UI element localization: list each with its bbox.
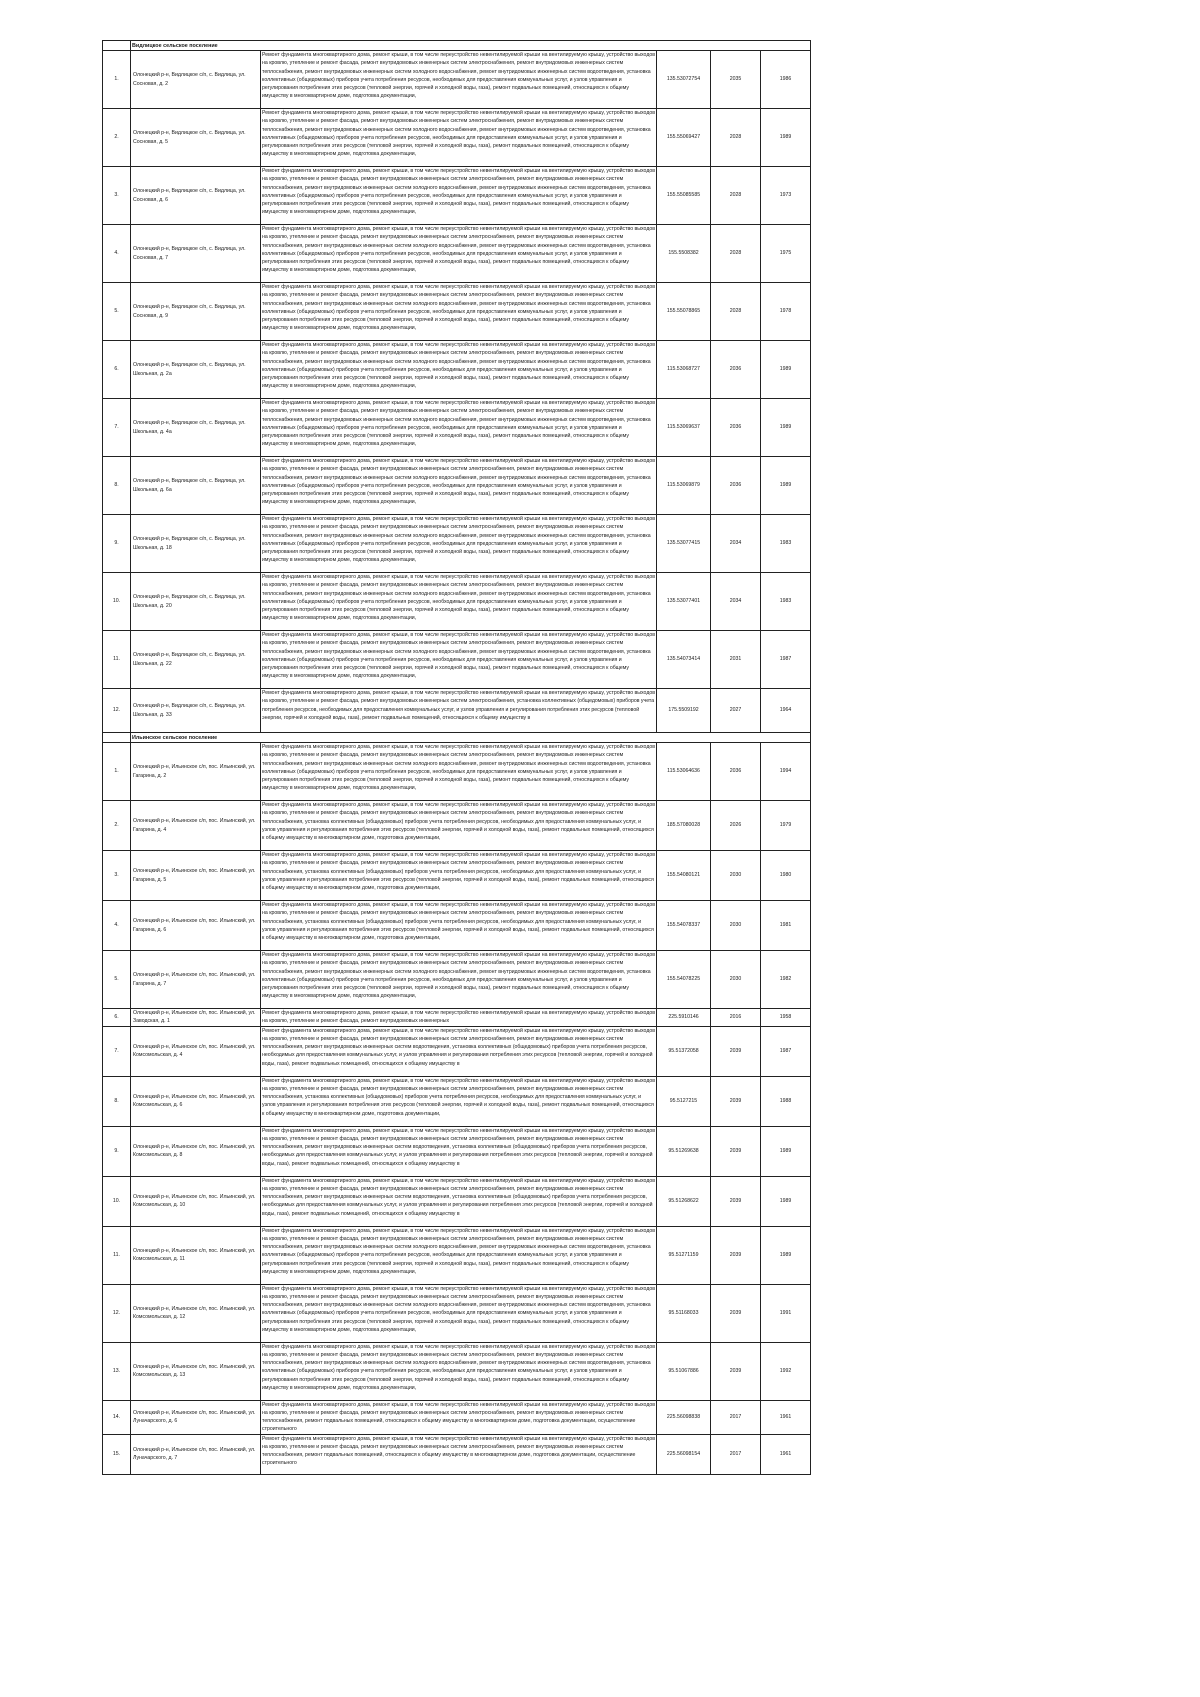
row-works xyxy=(261,743,657,801)
row-number: 7. xyxy=(103,399,131,457)
row-number: 2. xyxy=(103,801,131,851)
row-address: Олонецкий р-н, Видлицкое с/п, с. Видлица, ул. Сосновая, д. 9 xyxy=(131,283,261,341)
row-built-year: 1989 xyxy=(761,1226,811,1284)
row-cost: 155.55078865 xyxy=(657,283,711,341)
row-cost: 155.5508382 xyxy=(657,225,711,283)
row-works xyxy=(261,689,657,733)
row-address: Олонецкий р-н, Ильинское с/п, пос. Ильинский, ул. Комсомольская, д. 13 xyxy=(131,1342,261,1400)
row-works xyxy=(261,951,657,1009)
row-built-year: 1989 xyxy=(761,341,811,399)
table-row xyxy=(103,1126,811,1176)
row-works-text: Ремонт фундамента многоквартирного дома, ремонт крыши, в том числе переустройство невентилируемой крыши на вентилируемую крышу, устройство выходов на кровлю, утепление и ремонт фасада, ремонт внутридомовых инженерных систем электроснабжения, ремонт внутридомовых инженерных систем теплоснабжения, ремонт внутридомовых инженерных систем холодного водоснабжения, ремонт внутридомовых инженерных систем водоотведения, установка коллективных (общедомовых) приборов учета потребления ресурсов, необходимых для предоставления коммунальных услуг, и узлов управления и регулирования потребления этих ресурсов (тепловой энергии, горячей и холодной воды, газа), ремонт подвальных помещений, относящихся к общему имуществу в многоквартирном доме, подготовка документации, xyxy=(262,632,655,680)
row-built-year: 1989 xyxy=(761,399,811,457)
row-works xyxy=(261,457,657,515)
row-works-text: Ремонт фундамента многоквартирного дома, ремонт крыши, в том числе переустройство невентилируемой крыши на вентилируемую крышу, устройство выходов на кровлю, утепление и ремонт фасада, ремонт внутридомовых инженерных систем электроснабжения, ремонт внутридомовых инженерных систем теплоснабжения, ремонт внутридомовых инженерных систем холодного водоснабжения, ремонт внутридомовых инженерных систем водоотведения, установка коллективных (общедомовых) приборов учета потребления ресурсов, необходимых для предоставления коммунальных услуг, и узлов управления и регулирования потребления этих ресурсов (тепловой энергии, горячей и холодной воды, газа), ремонт подвальных помещений, относящихся к общему имуществу в многоквартирном доме, подготовка документации, xyxy=(262,168,655,216)
row-number: 5. xyxy=(103,283,131,341)
row-built-year: 1994 xyxy=(761,743,811,801)
row-cost: 155.54078337 xyxy=(657,901,711,951)
row-works xyxy=(261,1400,657,1434)
table-row xyxy=(103,1284,811,1342)
row-built-year: 1989 xyxy=(761,457,811,515)
table-row xyxy=(103,951,811,1009)
row-address: Олонецкий р-н, Ильинское с/п, пос. Ильинский, ул. Гагарина, д. 5 xyxy=(131,851,261,901)
row-address: Олонецкий р-н, Ильинское с/п, пос. Ильинский, ул. Комсомольская, д. 8 xyxy=(131,1126,261,1176)
row-cost: 185.57080028 xyxy=(657,801,711,851)
row-year: 2030 xyxy=(711,951,761,1009)
table-row xyxy=(103,515,811,573)
row-works-text: Ремонт фундамента многоквартирного дома, ремонт крыши, в том числе переустройство невентилируемой крыши на вентилируемую крышу, устройство выходов на кровлю, утепление и ремонт фасада, ремонт внутридомовых инженерных систем электроснабжения, ремонт внутридомовых инженерных систем теплоснабжения, ремонт подвальных помещений, относящихся к общему имуществу в многоквартирном доме, подготовка документации, осуществление строительного xyxy=(262,1401,655,1433)
row-built-year: 1964 xyxy=(761,689,811,733)
row-built-year: 1973 xyxy=(761,167,811,225)
row-cost: 225.56098154 xyxy=(657,1434,711,1474)
row-number: 9. xyxy=(103,515,131,573)
row-year: 2036 xyxy=(711,457,761,515)
row-number: 6. xyxy=(103,341,131,399)
section-title: Ильинское сельское поселение xyxy=(131,733,811,743)
row-number: 12. xyxy=(103,689,131,733)
row-works-text: Ремонт фундамента многоквартирного дома, ремонт крыши, в том числе переустройство невентилируемой крыши на вентилируемую крышу, устройство выходов на кровлю, утепление и ремонт фасада, ремонт внутридомовых инженерных систем электроснабжения, ремонт внутридомовых инженерных систем теплоснабжения, ремонт внутридомовых инженерных систем холодного водоснабжения, ремонт внутридомовых инженерных систем водоотведения, установка коллективных (общедомовых) приборов учета потребления ресурсов, необходимых для предоставления коммунальных услуг, и узлов управления и регулирования потребления этих ресурсов (тепловой энергии, горячей и холодной воды, газа), ремонт подвальных помещений, относящихся к общему имуществу в многоквартирном доме, подготовка документации, xyxy=(262,574,655,622)
table-row xyxy=(103,167,811,225)
row-number: 1. xyxy=(103,51,131,109)
row-cost: 135.54073414 xyxy=(657,631,711,689)
row-works-text: Ремонт фундамента многоквартирного дома, ремонт крыши, в том числе переустройство невентилируемой крыши на вентилируемую крышу, устройство выходов на кровлю, утепление и ремонт фасада, ремонт внутридомовых инженерных систем электроснабжения, ремонт внутридомовых инженерных систем теплоснабжения, ремонт внутридомовых инженерных систем холодного водоснабжения, ремонт внутридомовых инженерных систем водоотведения, установка коллективных (общедомовых) приборов учета потребления ресурсов, необходимых для предоставления коммунальных услуг, и узлов управления и регулирования потребления этих ресурсов (тепловой энергии, горячей и холодной воды, газа), ремонт подвальных помещений, относящихся к общему имуществу в многоквартирном доме, подготовка документации, xyxy=(262,284,655,332)
row-address: Олонецкий р-н, Видлицкое с/п, с. Видлица, ул. Школьная, д. 18 xyxy=(131,515,261,573)
row-number: 1. xyxy=(103,743,131,801)
row-number: 8. xyxy=(103,457,131,515)
row-year: 2030 xyxy=(711,901,761,951)
table-row xyxy=(103,573,811,631)
row-built-year: 1989 xyxy=(761,109,811,167)
section-header-row xyxy=(103,733,811,743)
row-number: 10. xyxy=(103,1176,131,1226)
row-address: Олонецкий р-н, Видлицкое с/п, с. Видлица, ул. Школьная, д. 22 xyxy=(131,631,261,689)
row-works-text: Ремонт фундамента многоквартирного дома, ремонт крыши, в том числе переустройство невентилируемой крыши на вентилируемую крышу, устройство выходов на кровлю, утепление и ремонт фасада, ремонт внутридомовых инженерных систем электроснабжения, ремонт внутридомовых инженерных систем теплоснабжения, ремонт внутридомовых инженерных систем холодного водоснабжения, ремонт внутридомовых инженерных систем водоотведения, установка коллективных (общедомовых) приборов учета потребления ресурсов, необходимых для предоставления коммунальных услуг, и узлов управления и регулирования потребления этих ресурсов (тепловой энергии, горячей и холодной воды, газа), ремонт подвальных помещений, относящихся к общему имуществу в многоквартирном доме, подготовка документации, xyxy=(262,458,655,506)
row-address: Олонецкий р-н, Видлицкое с/п, с. Видлица, ул. Школьная, д. 6а xyxy=(131,457,261,515)
table-row xyxy=(103,457,811,515)
row-number: 15. xyxy=(103,1434,131,1474)
row-number: 13. xyxy=(103,1342,131,1400)
row-built-year: 1987 xyxy=(761,1026,811,1076)
row-works xyxy=(261,283,657,341)
row-year: 2039 xyxy=(711,1284,761,1342)
section-title: Видлицкое сельское поселение xyxy=(131,41,811,51)
row-works-text: Ремонт фундамента многоквартирного дома, ремонт крыши, в том числе переустройство невентилируемой крыши на вентилируемую крышу, устройство выходов на кровлю, утепление и ремонт фасада, ремонт внутридомовых инженерных систем электроснабжения, ремонт внутридомовых инженерных систем теплоснабжения, ремонт подвальных помещений, относящихся к общему имуществу в многоквартирном доме, подготовка документации, осуществление строительного xyxy=(262,1435,655,1467)
row-year: 2039 xyxy=(711,1076,761,1126)
row-address: Олонецкий р-н, Ильинское с/п, пос. Ильинский, ул. Гагарина, д. 6 xyxy=(131,901,261,951)
table-row xyxy=(103,1076,811,1126)
row-number: 3. xyxy=(103,167,131,225)
row-year: 2028 xyxy=(711,109,761,167)
row-works-text: Ремонт фундамента многоквартирного дома, ремонт крыши, в том числе переустройство невентилируемой крыши на вентилируемую крышу, устройство выходов на кровлю, утепление и ремонт фасада, ремонт внутридомовых инженерных систем электроснабжения, ремонт внутридомовых инженерных систем теплоснабжения, ремонт внутридомовых инженерных систем холодного водоснабжения, ремонт внутридомовых инженерных систем водоотведения, установка коллективных (общедомовых) приборов учета потребления ресурсов, необходимых для предоставления коммунальных услуг, и узлов управления и регулирования потребления этих ресурсов (тепловой энергии, горячей и холодной воды, газа), ремонт подвальных помещений, относящихся к общему имуществу в многоквартирном доме, подготовка документации, xyxy=(262,744,655,792)
row-works xyxy=(261,851,657,901)
row-address: Олонецкий р-н, Ильинское с/п, пос. Ильинский, ул. Комсомольская, д. 6 xyxy=(131,1076,261,1126)
row-cost: 95.51268622 xyxy=(657,1176,711,1226)
row-year: 2034 xyxy=(711,573,761,631)
capital-repair-table xyxy=(102,40,811,1475)
row-year: 2028 xyxy=(711,225,761,283)
row-works xyxy=(261,399,657,457)
row-year: 2027 xyxy=(711,689,761,733)
row-works xyxy=(261,167,657,225)
row-cost: 95.5127215 xyxy=(657,1076,711,1126)
row-address: Олонецкий р-н, Видлицкое с/п, с. Видлица, ул. Школьная, д. 2а xyxy=(131,341,261,399)
table-row xyxy=(103,801,811,851)
row-address: Олонецкий р-н, Видлицкое с/п, с. Видлица, ул. Сосновая, д. 5 xyxy=(131,109,261,167)
row-works-text: Ремонт фундамента многоквартирного дома, ремонт крыши, в том числе переустройство невентилируемой крыши на вентилируемую крышу, устройство выходов на кровлю, утепление и ремонт фасада, ремонт внутридомовых инженерных систем электроснабжения, ремонт внутридомовых инженерных систем теплоснабжения, ремонт внутридомовых инженерных систем холодного водоснабжения, ремонт внутридомовых инженерных систем водоотведения, установка коллективных (общедомовых) приборов учета потребления ресурсов, необходимых для предоставления коммунальных услуг, и узлов управления и регулирования потребления этих ресурсов (тепловой энергии, горячей и холодной воды, газа), ремонт подвальных помещений, относящихся к общему имуществу в многоквартирном доме, подготовка документации, xyxy=(262,226,655,274)
row-cost: 175.5509192 xyxy=(657,689,711,733)
row-number: 11. xyxy=(103,1226,131,1284)
row-number: 12. xyxy=(103,1284,131,1342)
row-cost: 135.53077415 xyxy=(657,515,711,573)
row-cost: 115.53069637 xyxy=(657,399,711,457)
row-works-text: Ремонт фундамента многоквартирного дома, ремонт крыши, в том числе переустройство невентилируемой крыши на вентилируемую крышу, устройство выходов на кровлю, утепление и ремонт фасада, ремонт внутридомовых инженерных систем электроснабжения, ремонт внутридомовых инженерных систем теплоснабжения, ремонт внутридомовых инженерных систем холодного водоснабжения, ремонт внутридомовых инженерных систем водоотведения, установка коллективных (общедомовых) приборов учета потребления ресурсов, необходимых для предоставления коммунальных услуг, и узлов управления и регулирования потребления этих ресурсов (тепловой энергии, горячей и холодной воды, газа), ремонт подвальных помещений, относящихся к общему имуществу в многоквартирном доме, подготовка документации, xyxy=(262,342,655,390)
row-works-text: Ремонт фундамента многоквартирного дома, ремонт крыши, в том числе переустройство невентилируемой крыши на вентилируемую крышу, устройство выходов на кровлю, утепление и ремонт фасада, ремонт внутридомовых инженерных систем электроснабжения, ремонт внутридомовых инженерных систем теплоснабжения, установка коллективных (общедомовых) приборов учета потребления ресурсов, необходимых для предоставления коммунальных услуг, и узлов управления и регулирования потребления этих ресурсов (тепловой энергии, горячей и холодной воды, газа), ремонт подвальных помещений, относящихся к общему имуществу в многоквартирном доме, подготовка документации, xyxy=(262,902,655,942)
row-works xyxy=(261,631,657,689)
table-row xyxy=(103,1400,811,1434)
row-cost: 115.53064636 xyxy=(657,743,711,801)
row-built-year: 1991 xyxy=(761,1284,811,1342)
row-works xyxy=(261,1176,657,1226)
section-header-blank xyxy=(103,733,131,743)
row-cost: 115.53068727 xyxy=(657,341,711,399)
row-built-year: 1989 xyxy=(761,1126,811,1176)
row-address: Олонецкий р-н, Ильинское с/п, пос. Ильинский, ул. Комсомольская, д. 12 xyxy=(131,1284,261,1342)
document-sheet xyxy=(102,40,810,1475)
table-row xyxy=(103,1009,811,1027)
row-number: 7. xyxy=(103,1026,131,1076)
row-year: 2039 xyxy=(711,1342,761,1400)
row-address: Олонецкий р-н, Ильинское с/п, пос. Ильинский, ул. Комсомольская, д. 4 xyxy=(131,1026,261,1076)
row-works-text: Ремонт фундамента многоквартирного дома, ремонт крыши, в том числе переустройство невентилируемой крыши на вентилируемую крышу, устройство выходов на кровлю, утепление и ремонт фасада, ремонт внутридомовых инженерных систем электроснабжения, ремонт внутридомовых инженерных систем теплоснабжения, установка коллективных (общедомовых) приборов учета потребления ресурсов, необходимых для предоставления коммунальных услуг, и узлов управления и регулирования потребления этих ресурсов (тепловой энергии, горячей и холодной воды, газа), ремонт подвальных помещений, относящихся к общему имуществу в многоквартирном доме, подготовка документации, xyxy=(262,852,655,892)
row-works-text: Ремонт фундамента многоквартирного дома, ремонт крыши, в том числе переустройство невентилируемой крыши на вентилируемую крышу, устройство выходов на кровлю, утепление и ремонт фасада, ремонт внутридомовых инженерных систем электроснабжения, ремонт внутридомовых инженерных систем теплоснабжения, ремонт внутридомовых инженерных систем водоотведения, установка коллективных (общедомовых) приборов учета потребления ресурсов, необходимых для предоставления коммунальных услуг, и узлов управления и регулирования потребления этих ресурсов (тепловой энергии, горячей и холодной воды, газа), ремонт подвальных помещений, относящихся к общему имуществу в xyxy=(262,1127,655,1167)
row-year: 2017 xyxy=(711,1400,761,1434)
row-works-text: Ремонт фундамента многоквартирного дома, ремонт крыши, в том числе переустройство невентилируемой крыши на вентилируемую крышу, устройство выходов на кровлю, утепление и ремонт фасада, ремонт внутридомовых инженерных систем электроснабжения, ремонт внутридомовых инженерных систем теплоснабжения, установка коллективных (общедомовых) приборов учета потребления ресурсов, необходимых для предоставления коммунальных услуг, и узлов управления и регулирования потребления этих ресурсов (тепловой энергии, горячей и холодной воды, газа), ремонт подвальных помещений, относящихся к общему имуществу в многоквартирном доме, подготовка документации, xyxy=(262,1077,655,1117)
section-header-row xyxy=(103,41,811,51)
section-header-blank xyxy=(103,41,131,51)
row-built-year: 1980 xyxy=(761,851,811,901)
row-year: 2039 xyxy=(711,1176,761,1226)
row-works-text: Ремонт фундамента многоквартирного дома, ремонт крыши, в том числе переустройство невентилируемой крыши на вентилируемую крышу, устройство выходов на кровлю, утепление и ремонт фасада, ремонт внутридомовых инженерных систем электроснабжения, ремонт внутридомовых инженерных систем теплоснабжения, ремонт внутридомовых инженерных систем холодного водоснабжения, ремонт внутридомовых инженерных систем водоотведения, установка коллективных (общедомовых) приборов учета потребления ресурсов, необходимых для предоставления коммунальных услуг, и узлов управления и регулирования потребления этих ресурсов (тепловой энергии, горячей и холодной воды, газа), ремонт подвальных помещений, относящихся к общему имуществу в многоквартирном доме, подготовка документации, xyxy=(262,1227,655,1276)
row-number: 10. xyxy=(103,573,131,631)
row-number: 14. xyxy=(103,1400,131,1434)
row-works xyxy=(261,801,657,851)
table-row xyxy=(103,1226,811,1284)
row-address: Олонецкий р-н, Видлицкое с/п, с. Видлица, ул. Школьная, д. 4а xyxy=(131,399,261,457)
row-built-year: 1981 xyxy=(761,901,811,951)
row-built-year: 1958 xyxy=(761,1009,811,1027)
table-row xyxy=(103,1342,811,1400)
table-row xyxy=(103,1176,811,1226)
row-year: 2030 xyxy=(711,851,761,901)
row-address: Олонецкий р-н, Видлицкое с/п, с. Видлица, ул. Сосновая, д. 7 xyxy=(131,225,261,283)
row-year: 2031 xyxy=(711,631,761,689)
row-works-text: Ремонт фундамента многоквартирного дома, ремонт крыши, в том числе переустройство невентилируемой крыши на вентилируемую крышу, устройство выходов на кровлю, утепление и ремонт фасада, ремонт внутридомовых инженерных систем электроснабжения, ремонт внутридомовых инженерных систем теплоснабжения, ремонт внутридомовых инженерных систем водоотведения, установка коллективных (общедомовых) приборов учета потребления ресурсов, необходимых для предоставления коммунальных услуг, и узлов управления и регулирования потребления этих ресурсов (тепловой энергии, горячей и холодной воды, газа), ремонт подвальных помещений, относящихся к общему имуществу в xyxy=(262,1027,655,1067)
row-works xyxy=(261,341,657,399)
row-works xyxy=(261,1009,657,1027)
row-works xyxy=(261,1434,657,1474)
row-works-text: Ремонт фундамента многоквартирного дома, ремонт крыши, в том числе переустройство невентилируемой крыши на вентилируемую крышу, устройство выходов на кровлю, утепление и ремонт фасада, ремонт внутридомовых инженерных систем электроснабжения, ремонт внутридомовых инженерных систем теплоснабжения, ремонт внутридомовых инженерных систем холодного водоснабжения, ремонт внутридомовых инженерных систем водоотведения, установка коллективных (общедомовых) приборов учета потребления ресурсов, необходимых для предоставления коммунальных услуг, и узлов управления и регулирования потребления этих ресурсов (тепловой энергии, горячей и холодной воды, газа), ремонт подвальных помещений, относящихся к общему имуществу в многоквартирном доме, подготовка документации, xyxy=(262,1285,655,1334)
row-number: 4. xyxy=(103,901,131,951)
row-built-year: 1987 xyxy=(761,631,811,689)
row-built-year: 1983 xyxy=(761,573,811,631)
row-cost: 135.53072754 xyxy=(657,51,711,109)
row-works xyxy=(261,109,657,167)
row-works-text: Ремонт фундамента многоквартирного дома, ремонт крыши, в том числе переустройство невентилируемой крыши на вентилируемую крышу, устройство выходов на кровлю, утепление и ремонт фасада, ремонт внутридомовых инженерных систем электроснабжения, установка коллективных (общедомовых) приборов учета потребления ресурсов, необходимых для предоставления коммунальных услуг, и узлов управления и регулирования потребления этих ресурсов (тепловой энергии, горячей и холодной воды, газа), ремонт подвальных помещений, относящихся к общему имуществу в xyxy=(262,690,655,721)
row-built-year: 1978 xyxy=(761,283,811,341)
table-row xyxy=(103,851,811,901)
row-works xyxy=(261,1284,657,1342)
row-year: 2026 xyxy=(711,801,761,851)
row-address: Олонецкий р-н, Ильинское с/п, пос. Ильинский, ул. Гагарина, д. 4 xyxy=(131,801,261,851)
row-works xyxy=(261,1076,657,1126)
row-address: Олонецкий р-н, Ильинское с/п, пос. Ильинский, ул. Комсомольская, д. 10 xyxy=(131,1176,261,1226)
row-works-text: Ремонт фундамента многоквартирного дома, ремонт крыши, в том числе переустройство невентилируемой крыши на вентилируемую крышу, устройство выходов на кровлю, утепление и ремонт фасада, ремонт внутридомовых инженерных xyxy=(262,1010,655,1025)
row-built-year: 1992 xyxy=(761,1342,811,1400)
table-row xyxy=(103,225,811,283)
row-built-year: 1961 xyxy=(761,1400,811,1434)
row-works-text: Ремонт фундамента многоквартирного дома, ремонт крыши, в том числе переустройство невентилируемой крыши на вентилируемую крышу, устройство выходов на кровлю, утепление и ремонт фасада, ремонт внутридомовых инженерных систем электроснабжения, ремонт внутридомовых инженерных систем теплоснабжения, ремонт внутридомовых инженерных систем холодного водоснабжения, ремонт внутридомовых инженерных систем водоотведения, установка коллективных (общедомовых) приборов учета потребления ресурсов, необходимых для предоставления коммунальных услуг, и узлов управления и регулирования потребления этих ресурсов (тепловой энергии, горячей и холодной воды, газа), ремонт подвальных помещений, относящихся к общему имуществу в многоквартирном доме, подготовка документации, xyxy=(262,952,655,1000)
row-number: 5. xyxy=(103,951,131,1009)
row-address: Олонецкий р-н, Ильинское с/п, пос. Ильинский, ул. Комсомольская, д. 11 xyxy=(131,1226,261,1284)
row-number: 4. xyxy=(103,225,131,283)
row-works-text: Ремонт фундамента многоквартирного дома, ремонт крыши, в том числе переустройство невентилируемой крыши на вентилируемую крышу, устройство выходов на кровлю, утепление и ремонт фасада, ремонт внутридомовых инженерных систем электроснабжения, ремонт внутридомовых инженерных систем теплоснабжения, ремонт внутридомовых инженерных систем холодного водоснабжения, ремонт внутридомовых инженерных систем водоотведения, установка коллективных (общедомовых) приборов учета потребления ресурсов, необходимых для предоставления коммунальных услуг, и узлов управления и регулирования потребления этих ресурсов (тепловой энергии, горячей и холодной воды, газа), ремонт подвальных помещений, относящихся к общему имуществу в многоквартирном доме, подготовка документации, xyxy=(262,52,655,100)
table-row xyxy=(103,1434,811,1474)
row-works xyxy=(261,515,657,573)
row-address: Олонецкий р-н, Видлицкое с/п, с. Видлица, ул. Школьная, д. 20 xyxy=(131,573,261,631)
row-works-text: Ремонт фундамента многоквартирного дома, ремонт крыши, в том числе переустройство невентилируемой крыши на вентилируемую крышу, устройство выходов на кровлю, утепление и ремонт фасада, ремонт внутридомовых инженерных систем электроснабжения, ремонт внутридомовых инженерных систем теплоснабжения, ремонт внутридомовых инженерных систем холодного водоснабжения, ремонт внутридомовых инженерных систем водоотведения, установка коллективных (общедомовых) приборов учета потребления ресурсов, необходимых для предоставления коммунальных услуг, и узлов управления и регулирования потребления этих ресурсов (тепловой энергии, горячей и холодной воды, газа), ремонт подвальных помещений, относящихся к общему имуществу в многоквартирном доме, подготовка документации, xyxy=(262,110,655,158)
row-works xyxy=(261,1026,657,1076)
row-works xyxy=(261,1226,657,1284)
row-year: 2039 xyxy=(711,1126,761,1176)
row-cost: 225.5910146 xyxy=(657,1009,711,1027)
row-year: 2017 xyxy=(711,1434,761,1474)
row-year: 2039 xyxy=(711,1226,761,1284)
row-built-year: 1986 xyxy=(761,51,811,109)
row-year: 2028 xyxy=(711,283,761,341)
row-year: 2035 xyxy=(711,51,761,109)
row-works-text: Ремонт фундамента многоквартирного дома, ремонт крыши, в том числе переустройство невентилируемой крыши на вентилируемую крышу, устройство выходов на кровлю, утепление и ремонт фасада, ремонт внутридомовых инженерных систем электроснабжения, ремонт внутридомовых инженерных систем теплоснабжения, ремонт внутридомовых инженерных систем холодного водоснабжения, ремонт внутридомовых инженерных систем водоотведения, установка коллективных (общедомовых) приборов учета потребления ресурсов, необходимых для предоставления коммунальных услуг, и узлов управления и регулирования потребления этих ресурсов (тепловой энергии, горячей и холодной воды, газа), ремонт подвальных помещений, относящихся к общему имуществу в многоквартирном доме, подготовка документации, xyxy=(262,1343,655,1392)
table-row xyxy=(103,283,811,341)
row-cost: 225.56098838 xyxy=(657,1400,711,1434)
row-address: Олонецкий р-н, Ильинское с/п, пос. Ильинский, ул. Луначарского, д. 6 xyxy=(131,1400,261,1434)
row-built-year: 1975 xyxy=(761,225,811,283)
row-number: 9. xyxy=(103,1126,131,1176)
row-works xyxy=(261,225,657,283)
row-address: Олонецкий р-н, Видлицкое с/п, с. Видлица, ул. Сосновая, д. 2 xyxy=(131,51,261,109)
row-address: Олонецкий р-н, Ильинское с/п, пос. Ильинский, ул. Луначарского, д. 7 xyxy=(131,1434,261,1474)
row-cost: 155.54078225 xyxy=(657,951,711,1009)
row-number: 6. xyxy=(103,1009,131,1027)
table-row xyxy=(103,51,811,109)
row-cost: 135.53077401 xyxy=(657,573,711,631)
row-year: 2036 xyxy=(711,399,761,457)
row-works xyxy=(261,1126,657,1176)
row-year: 2034 xyxy=(711,515,761,573)
row-year: 2016 xyxy=(711,1009,761,1027)
row-number: 11. xyxy=(103,631,131,689)
table-row xyxy=(103,901,811,951)
row-works-text: Ремонт фундамента многоквартирного дома, ремонт крыши, в том числе переустройство невентилируемой крыши на вентилируемую крышу, устройство выходов на кровлю, утепление и ремонт фасада, ремонт внутридомовых инженерных систем электроснабжения, ремонт внутридомовых инженерных систем теплоснабжения, установка коллективных (общедомовых) приборов учета потребления ресурсов, необходимых для предоставления коммунальных услуг, и узлов управления и регулирования потребления этих ресурсов (тепловой энергии, горячей и холодной воды, газа), ремонт подвальных помещений, относящихся к общему имуществу в многоквартирном доме, подготовка документации, xyxy=(262,802,655,842)
table-body xyxy=(103,41,811,1475)
row-works xyxy=(261,1342,657,1400)
row-built-year: 1983 xyxy=(761,515,811,573)
row-works xyxy=(261,573,657,631)
row-cost: 115.53069879 xyxy=(657,457,711,515)
row-cost: 95.51168033 xyxy=(657,1284,711,1342)
row-works xyxy=(261,51,657,109)
row-number: 2. xyxy=(103,109,131,167)
table-row xyxy=(103,109,811,167)
row-number: 3. xyxy=(103,851,131,901)
table-row xyxy=(103,1026,811,1076)
row-number: 8. xyxy=(103,1076,131,1126)
row-built-year: 1961 xyxy=(761,1434,811,1474)
row-cost: 95.51269638 xyxy=(657,1126,711,1176)
table-row xyxy=(103,399,811,457)
row-address: Олонецкий р-н, Ильинское с/п, пос. Ильинский, ул. Гагарина, д. 7 xyxy=(131,951,261,1009)
row-cost: 155.54080121 xyxy=(657,851,711,901)
row-year: 2028 xyxy=(711,167,761,225)
row-address: Олонецкий р-н, Ильинское с/п, пос. Ильинский, ул. Заводская, д. 1 xyxy=(131,1009,261,1027)
row-built-year: 1982 xyxy=(761,951,811,1009)
table-row xyxy=(103,689,811,733)
row-works-text: Ремонт фундамента многоквартирного дома, ремонт крыши, в том числе переустройство невентилируемой крыши на вентилируемую крышу, устройство выходов на кровлю, утепление и ремонт фасада, ремонт внутридомовых инженерных систем электроснабжения, ремонт внутридомовых инженерных систем теплоснабжения, ремонт внутридомовых инженерных систем холодного водоснабжения, ремонт внутридомовых инженерных систем водоотведения, установка коллективных (общедомовых) приборов учета потребления ресурсов, необходимых для предоставления коммунальных услуг, и узлов управления и регулирования потребления этих ресурсов (тепловой энергии, горячей и холодной воды, газа), ремонт подвальных помещений, относящихся к общему имуществу в многоквартирном доме, подготовка документации, xyxy=(262,516,655,564)
row-cost: 95.51271159 xyxy=(657,1226,711,1284)
table-row xyxy=(103,341,811,399)
row-works-text: Ремонт фундамента многоквартирного дома, ремонт крыши, в том числе переустройство невентилируемой крыши на вентилируемую крышу, устройство выходов на кровлю, утепление и ремонт фасада, ремонт внутридомовых инженерных систем электроснабжения, ремонт внутридомовых инженерных систем теплоснабжения, ремонт внутридомовых инженерных систем холодного водоснабжения, ремонт внутридомовых инженерных систем водоотведения, установка коллективных (общедомовых) приборов учета потребления ресурсов, необходимых для предоставления коммунальных услуг, и узлов управления и регулирования потребления этих ресурсов (тепловой энергии, горячей и холодной воды, газа), ремонт подвальных помещений, относящихся к общему имуществу в многоквартирном доме, подготовка документации, xyxy=(262,400,655,448)
row-built-year: 1979 xyxy=(761,801,811,851)
row-address: Олонецкий р-н, Ильинское с/п, пос. Ильинский, ул. Гагарина, д. 2 xyxy=(131,743,261,801)
row-year: 2036 xyxy=(711,341,761,399)
row-year: 2036 xyxy=(711,743,761,801)
table-row xyxy=(103,743,811,801)
row-built-year: 1989 xyxy=(761,1176,811,1226)
row-built-year: 1988 xyxy=(761,1076,811,1126)
row-cost: 155.55069427 xyxy=(657,109,711,167)
row-works-text: Ремонт фундамента многоквартирного дома, ремонт крыши, в том числе переустройство невентилируемой крыши на вентилируемую крышу, устройство выходов на кровлю, утепление и ремонт фасада, ремонт внутридомовых инженерных систем электроснабжения, ремонт внутридомовых инженерных систем теплоснабжения, ремонт внутридомовых инженерных систем водоотведения, установка коллективных (общедомовых) приборов учета потребления ресурсов, необходимых для предоставления коммунальных услуг, и узлов управления и регулирования потребления этих ресурсов (тепловой энергии, горячей и холодной воды, газа), ремонт подвальных помещений, относящихся к общему имуществу в xyxy=(262,1177,655,1217)
row-cost: 95.51372058 xyxy=(657,1026,711,1076)
row-address: Олонецкий р-н, Видлицкое с/п, с. Видлица, ул. Сосновая, д. 6 xyxy=(131,167,261,225)
row-cost: 155.55085585 xyxy=(657,167,711,225)
row-works xyxy=(261,901,657,951)
table-row xyxy=(103,631,811,689)
row-year: 2039 xyxy=(711,1026,761,1076)
row-address: Олонецкий р-н, Видлицкое с/п, с. Видлица, ул. Школьная, д. 33 xyxy=(131,689,261,733)
row-cost: 95.51067886 xyxy=(657,1342,711,1400)
